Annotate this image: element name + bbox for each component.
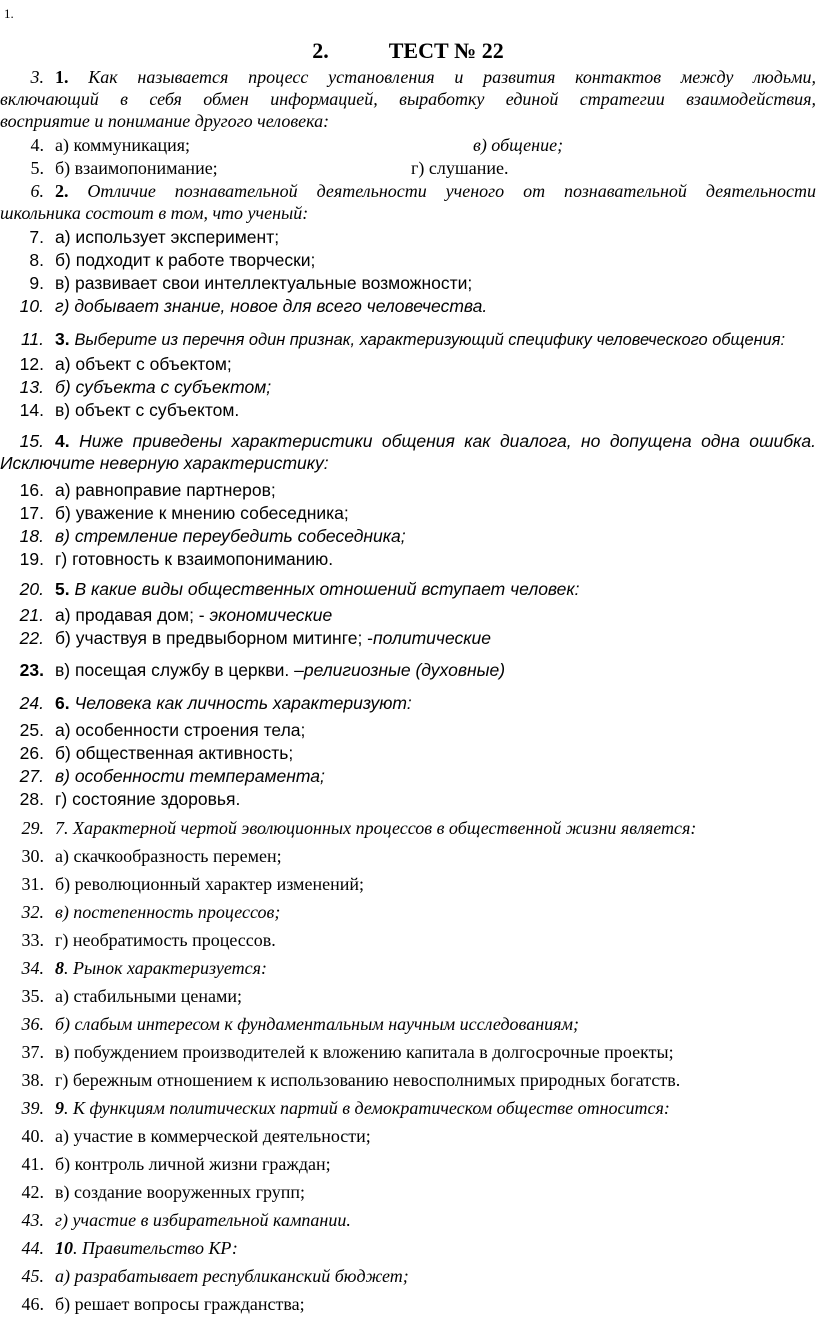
test-title: 2. ТЕСТ № 22 (312, 38, 504, 63)
question-1-line-2: включающий в себя обмен информацией, выработку единой стратегии взаимодействия, (0, 89, 816, 109)
question-2: 6. 2. Отличие познавательной деятельности ученого от познавательной деятельности школьника состоит в том, что ученый: (0, 181, 816, 223)
question-4: 15. 4. Ниже приведены характеристики общения как диалога, но допущена одна ошибка. Исключите неверную характеристику: (0, 431, 816, 473)
question-1-line-3: восприятие и понимание другого человека: (0, 111, 330, 131)
document-page: 1. 2. ТЕСТ № 22 3. 1. Как называется процесс установления и развития контактов между людьми, включающий в себя обмен информацией, выработку единой стратегии взаимодействия, восприятие и понимание другого человека: 4. а) коммуникация; в) общение; 5. б) взаимопонимание; г) слушание. 6. 2. Отличие познавательной деятельности ученого от познавательной деятельности школьника состоит в том, что ученый: 7. а) использует эксперимент; 8. б) подходит к работе творчески; 9. в) развивает свои интеллектуальные возможности; 10. г) добывает знание, новое для всего человечества. 11. 3. Выберите из перечня один признак, характеризующий специфику человеческого общения: 12. а) объект с объектом; 13. б) субъекта с субъектом; 14. в) объект с субъектом. 15. 4. Ниже приведены характеристики общения как диалога, но допущена одна ошибка. Исключите неверную характеристику: 16. а) равноправие партнеров; 17. б) уважение к мнению собеседника; 18. в) стремление переубедить собеседника; 19. г) готовность к взаимопониманию. 20. 5. В какие виды общественных отношений вступает человек: 21. а) продавая дом; - экономические 22. б) участвуя в предвыборном митинге; -политические 23. в) посещая службу в церкви. –религиозные (духовные) 24. 6. Человека как личность характеризуют: 25. а) особенности строения тела; 26. б) общественная активность; 27. в) особенности темперамента; 28. г) состояние здоровья. 29. 7. Характерной чертой эволюционных процессов в общественной жизни является: 30. а) скачкообразность перемен; 31. б) революционный характер изменений; 32. в) постепенность процессов; 33. г) необратимость процессов. 34. 8. Рынок характеризуется: 35. а) стабильными ценами; 36. б) слабым интересом к фундаментальным научным исследованиям; 37. в) побуждением производителей к вложению капитала в долгосрочные проекты; 38. г) бережным отношением к использованию невосполнимых природных богатств. 39. 9. К функциям политических партий в демократическом обществе относится: 40. а) участие в коммерческой деятельности; 41. б) контроль личной жизни граждан; 42. в) создание вооруженных групп; 43. г) участие в избирательной кампании. 44. 10. Правительство КР: 45. а) разрабатывает республиканский бюджет; 46. б) решает вопросы гражданства; (0, 6, 816, 1314)
question-1: 3. 1. Как называется процесс установления и развития контактов между людьми, включающий в себя обмен информацией, выработку единой стратегии взаимодействия, восприятие и понимание другого человека: (0, 67, 816, 131)
question-1-line-1: 1. Как называется процесс установления и развития контактов между людьми, (55, 67, 816, 87)
